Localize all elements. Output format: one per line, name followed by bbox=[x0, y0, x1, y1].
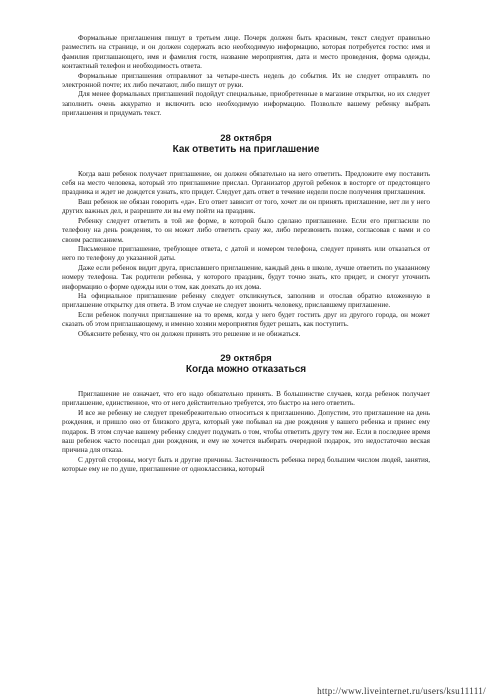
paragraph: Формальные приглашения отправляют за четыре-шесть недель до события. Их не следует отправлять по электронной почте; их либо печатают, либо пишут от руки. bbox=[62, 71, 430, 90]
paragraph: Ваш ребенок не обязан говорить «да». Его ответ зависит от того, хочет ли он принять приглашение, нет ли у него других важных дел, и разрешите ли вы ему пойти на праздник. bbox=[62, 197, 430, 216]
paragraph: Даже если ребенок видит друга, приславшего приглашение, каждый день в школе, лучше ответить по указанному номеру телефона. Так родители ребенка, у которого праздник, будут точно знать, кто придет, и смогут уточнить информацию о форме одежды или о том, как доехать до их дома. bbox=[62, 263, 430, 291]
section-formal-invitations bbox=[62, 34, 430, 119]
paragraph: И все же ребенку не следует пренебрежительно относиться к приглашению. Допустим, это приглашение на день рождения, и пришло оно от близкого друга, который уже побывал на дне рождения у вашего ребенка и принес ему подарок. В этом случае вашему ребенку следует подумать о том, чтобы ответить другу тем же. Если в последнее время ваш ребенок часто посещал дни рождения, и ему не хочется выбирать очередной подарок, это недостаточно веская причина для отказа. bbox=[62, 408, 430, 455]
paragraph: С другой стороны, могут быть и другие причины. Застенчивость ребенка перед большим числом людей, занятия, которые ему не по душе, приглашение от одноклассника, который bbox=[62, 455, 430, 474]
section-date: 29 октября bbox=[220, 352, 272, 364]
section-when-to-decline bbox=[62, 353, 430, 475]
section-title: Когда можно отказаться bbox=[185, 363, 307, 375]
source-url: http://www.liveinternet.ru/users/ksu11111/ bbox=[317, 686, 486, 696]
section-date: 28 октября bbox=[220, 132, 272, 144]
section-title: Как ответить на приглашение bbox=[172, 143, 320, 155]
paragraph: Формальные приглашения пишут в третьем лице. Почерк должен быть красивым, текст следует правильно разместить на странице, и он должен содержать всю необходимую информацию, которая потребуется гостю: имя и фамилия приглашающего, имя и фамилия гостя, название мероприятия, дата и место проведения, форма одежды, контактный телефон и необходимость ответа. bbox=[62, 34, 430, 71]
paragraph: Ребенку следует ответить в той же форме, в которой было сделано приглашение. Если его пригласили по телефону на день рождения, то он может либо ответить сразу же, либо перезвонить позже, согласовав с вами и со своим расписанием. bbox=[62, 216, 430, 244]
paragraph: Когда ваш ребенок получает приглашение, он должен обязательно на него ответить. Предложите ему поставить себя на место человека, который это приглашение прислал. Организатор другой ребенок в восторге от предстоящего праздника и ждет не дождется узнать, кто придет. Следует дать ответ в течение недели после получения приглашения. bbox=[62, 169, 430, 197]
paragraph: Приглашение не означает, что его надо обязательно принять. В большинстве случаев, когда ребенок получает приглашение, единственное, что от него действительно требуется, это быстро на него ответить. bbox=[62, 389, 430, 408]
paragraph: Письменное приглашение, требующее ответа, с датой и номером телефона, следует принять или отказаться от него по телефону до указанной даты. bbox=[62, 244, 430, 263]
paragraph: Объясните ребенку, что он должен принять это решение и не обижаться. bbox=[78, 329, 301, 338]
paragraph: Если ребенок получил приглашение на то время, когда у него будет гостить друг из другого города, он может сказать об этом приглашающему, и именно хозяин мероприятия будет решать, как поступить. bbox=[62, 310, 430, 329]
paragraph: На официальное приглашение ребенку следует откликнуться, заполнив и отослав обратно вложенную в приглашение открытку для ответа. В этом случае не следует звонить человеку, приславшему приглашение. bbox=[62, 291, 430, 310]
section-how-to-answer bbox=[62, 133, 430, 339]
paragraph: Для менее формальных приглашений подойдут специальные, приобретенные в магазине открытки, но их следует заполнить очень аккуратно и включить всю необходимую информацию. Позвольте вашему ребенку выбрать приглашения и придумать текст. bbox=[62, 90, 430, 118]
